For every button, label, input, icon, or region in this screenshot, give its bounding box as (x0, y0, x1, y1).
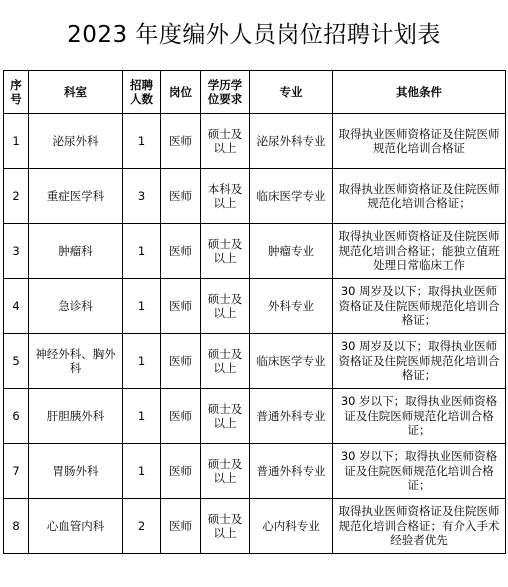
row-conditions: 30 岁以下；取得执业医师资格证及住院医师规范化培训合格证； (333, 444, 506, 499)
row-degree: 硕士及以上 (201, 224, 250, 279)
row-count: 2 (123, 499, 161, 554)
row-degree: 硕士及以上 (201, 389, 250, 444)
row-no: 7 (4, 444, 29, 499)
row-post: 医师 (161, 114, 201, 169)
row-count: 3 (123, 169, 161, 224)
header-post: 岗位 (161, 71, 201, 114)
row-no: 3 (4, 224, 29, 279)
row-conditions: 取得执业医师资格证及住院医师规范化培训合格证 (333, 114, 506, 169)
row-major: 临床医学专业 (250, 169, 333, 224)
row-major: 泌尿外科专业 (250, 114, 333, 169)
row-no: 5 (4, 334, 29, 389)
recruitment-plan-table (3, 70, 506, 554)
table-row (4, 499, 506, 554)
row-no: 2 (4, 169, 29, 224)
row-department: 泌尿外科 (29, 114, 123, 169)
header-no: 序号 (4, 71, 29, 114)
row-no: 1 (4, 114, 29, 169)
row-count: 1 (123, 224, 161, 279)
row-major: 肿瘤专业 (250, 224, 333, 279)
row-department: 肿瘤科 (29, 224, 123, 279)
row-no: 4 (4, 279, 29, 334)
row-post: 医师 (161, 169, 201, 224)
row-count: 1 (123, 444, 161, 499)
row-major: 普通外科专业 (250, 389, 333, 444)
row-count: 1 (123, 334, 161, 389)
row-count: 1 (123, 389, 161, 444)
row-conditions: 30 岁以下；取得执业医师资格证及住院医师规范化培训合格证； (333, 389, 506, 444)
row-post: 医师 (161, 224, 201, 279)
row-major: 普通外科专业 (250, 444, 333, 499)
row-post: 医师 (161, 279, 201, 334)
row-department: 胃肠外科 (29, 444, 123, 499)
row-post: 医师 (161, 389, 201, 444)
header-count: 招聘人数 (123, 71, 161, 114)
row-major: 外科专业 (250, 279, 333, 334)
row-conditions: 30 周岁及以下；取得执业医师资格证及住院医师规范化培训合格证； (333, 279, 506, 334)
row-degree: 硕士及以上 (201, 114, 250, 169)
table-row (4, 334, 506, 389)
row-degree: 本科及以上 (201, 169, 250, 224)
row-count: 1 (123, 279, 161, 334)
row-degree: 硕士及以上 (201, 279, 250, 334)
row-major: 临床医学专业 (250, 334, 333, 389)
row-post: 医师 (161, 334, 201, 389)
row-department: 神经外科、胸外科 (29, 334, 123, 389)
row-department: 肝胆胰外科 (29, 389, 123, 444)
row-conditions: 取得执业医师资格证及住院医师规范化培训合格证；能独立值班处理日常临床工作 (333, 224, 506, 279)
row-post: 医师 (161, 444, 201, 499)
row-conditions: 30 周岁及以下；取得执业医师资格证及住院医师规范化培训合格证； (333, 334, 506, 389)
row-conditions: 取得执业医师资格证及住院医师规范化培训合格证； (333, 169, 506, 224)
header-major: 专业 (250, 71, 333, 114)
table-header-row (4, 71, 506, 114)
table-row (4, 169, 506, 224)
row-department: 心血管内科 (29, 499, 123, 554)
header-department: 科室 (29, 71, 123, 114)
table-row (4, 279, 506, 334)
row-department: 重症医学科 (29, 169, 123, 224)
header-conditions: 其他条件 (333, 71, 506, 114)
row-major: 心内科专业 (250, 499, 333, 554)
table-row (4, 444, 506, 499)
table-row (4, 224, 506, 279)
row-degree: 硕士及以上 (201, 334, 250, 389)
row-no: 8 (4, 499, 29, 554)
table-row (4, 114, 506, 169)
row-conditions: 取得执业医师资格证及住院医师规范化培训合格证；有介入手术经验者优先 (333, 499, 506, 554)
header-degree: 学历学位要求 (201, 71, 250, 114)
row-post: 医师 (161, 499, 201, 554)
row-count: 1 (123, 114, 161, 169)
row-no: 6 (4, 389, 29, 444)
row-department: 急诊科 (29, 279, 123, 334)
table-row (4, 389, 506, 444)
row-degree: 硕士及以上 (201, 499, 250, 554)
row-degree: 硕士及以上 (201, 444, 250, 499)
page-title: 2023 年度编外人员岗位招聘计划表 (67, 21, 441, 48)
